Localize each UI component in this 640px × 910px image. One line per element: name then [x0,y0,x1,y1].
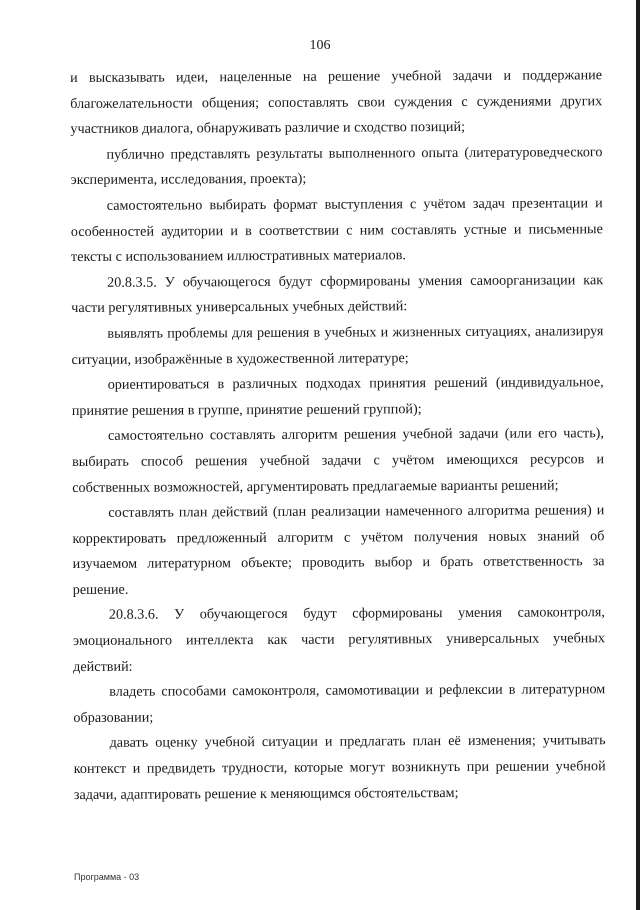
paragraph: самостоятельно выбирать формат выступления с учётом задач презентации и особенностей аудитории и в соответствии с ним составлять устные и письменные тексты с использованием иллюстративных материалов. [70,195,603,266]
paragraph: публично представлять результаты выполненного опыта (литературоведческого эксперимента, исследования, проекта); [70,143,603,189]
scan-edge [636,0,640,910]
paragraph: ориентироваться в различных подходах принятия решений (индивидуальное, принятие решения в группе, принятие решений группой); [71,374,604,419]
paragraph-continuation: и высказывать идеи, нацеленные на решение учебной задачи и поддержание благожелательности общения; сопоставлять свои суждения с суждениями других участников диалога, обнаруживать различие и сходство позиций; [70,67,603,138]
paragraph: давать оценку учебной ситуации и предлагать план её изменения; учитывать контекст и предвидеть трудности, которые могут возникнуть при решении учебной задачи, адаптировать решение к меняющимся обстоятельствам; [73,732,606,803]
section-paragraph-20-8-3-6: 20.8.3.6. У обучающегося будут сформированы умения самоконтроля, эмоционального интеллекта как части регулятивных универсальных учебных действий: [72,604,606,675]
paragraph: владеть способами самоконтроля, самомотивации и рефлексии в литературном образовании; [73,681,606,726]
section-paragraph-20-8-3-5: 20.8.3.5. У обучающегося будут сформированы умения самоорганизации как части регулятивных универсальных учебных действий: [71,271,604,317]
body-text [70,63,606,808]
footer-label: Программа - 03 [74,872,140,882]
paragraph: выявлять проблемы для решения в учебных и жизненных ситуациях, анализируя ситуации, изображённые в художественной литературе; [71,323,604,368]
page-number: 106 [309,38,331,53]
paragraph: самостоятельно составлять алгоритм решения учебной задачи (или его часть), выбирать способ решения учебной задачи с учётом имеющихся ресурсов и собственных возможностей, аргументировать предлагаемые варианты решений; [72,425,605,496]
paragraph: составлять план действий (план реализации намеченного алгоритма решения) и корректировать предложенный алгоритм с учётом получения новых знаний об изучаемом литературном объекте; проводить выбор и брать ответственность за решение. [72,502,605,598]
